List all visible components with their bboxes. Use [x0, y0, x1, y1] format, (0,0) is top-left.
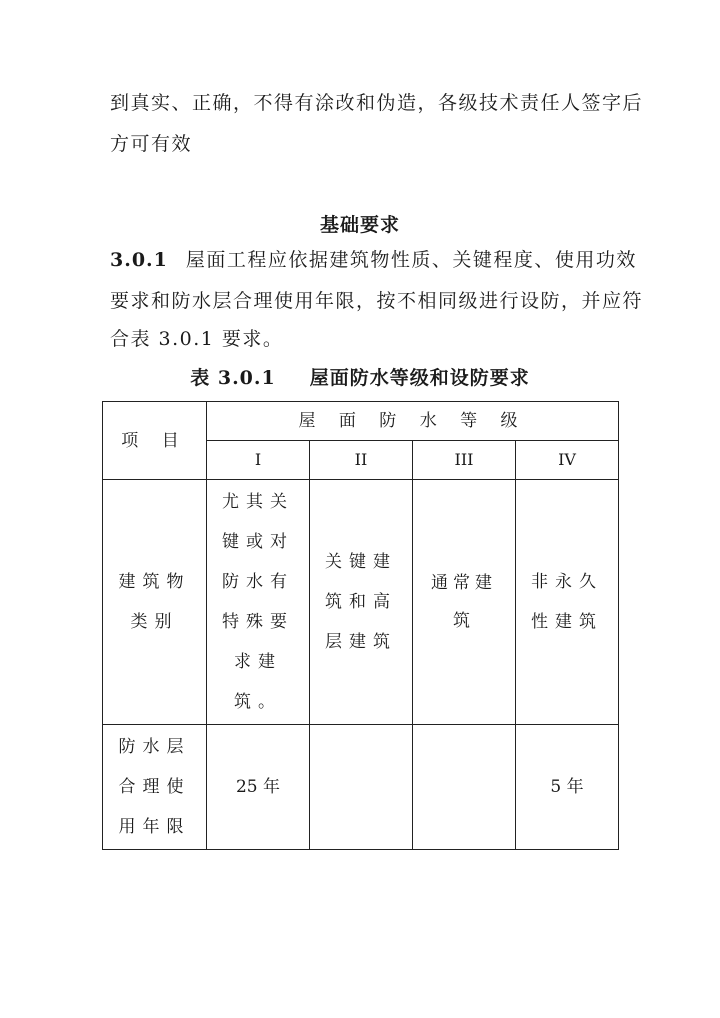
body-text-line: 方可有效	[110, 133, 193, 155]
clause-text: 屋面工程应依据建筑物性质、关键程度、使用功效	[185, 249, 637, 271]
service-life-cell	[413, 725, 516, 850]
table-caption-number: 表 3.0.1	[190, 367, 276, 389]
category-cell: 通常建筑	[413, 480, 516, 725]
clause-line: 要求和防水层合理使用年限，按不相同级进行设防，并应符	[110, 290, 644, 312]
service-life-cell	[310, 725, 413, 850]
category-cell: 关键建筑和高层建筑	[310, 480, 413, 725]
table-caption-title: 屋面防水等级和设防要求	[309, 367, 530, 389]
body-text-line: 到真实、正确，不得有涂改和伪造，各级技术责任人签字后	[110, 92, 644, 114]
row-label-building-category: 建筑物类别	[103, 480, 207, 725]
service-life-cell: 25 年	[207, 725, 310, 850]
clause-line	[110, 245, 637, 272]
row-label-service-life: 防水层合理使用年限	[103, 725, 207, 850]
waterproof-grade-table	[102, 401, 619, 850]
table-caption	[0, 363, 720, 390]
clause-line: 合表 3.0.1 要求。	[110, 328, 284, 350]
clause-number: 3.0.1	[110, 249, 168, 271]
header-grade-group: 屋 面 防 水 等 级	[207, 402, 619, 441]
grade-header: III	[413, 441, 516, 480]
header-item-cell: 项 目	[103, 402, 207, 480]
grade-header: II	[310, 441, 413, 480]
service-life-cell: 5 年	[516, 725, 619, 850]
category-cell: 尤其关键或对防水有特殊要求建筑。	[207, 480, 310, 725]
grade-header: I	[207, 441, 310, 480]
category-cell: 非永久性建筑	[516, 480, 619, 725]
section-title: 基础要求	[319, 214, 400, 236]
grade-header: IV	[516, 441, 619, 480]
